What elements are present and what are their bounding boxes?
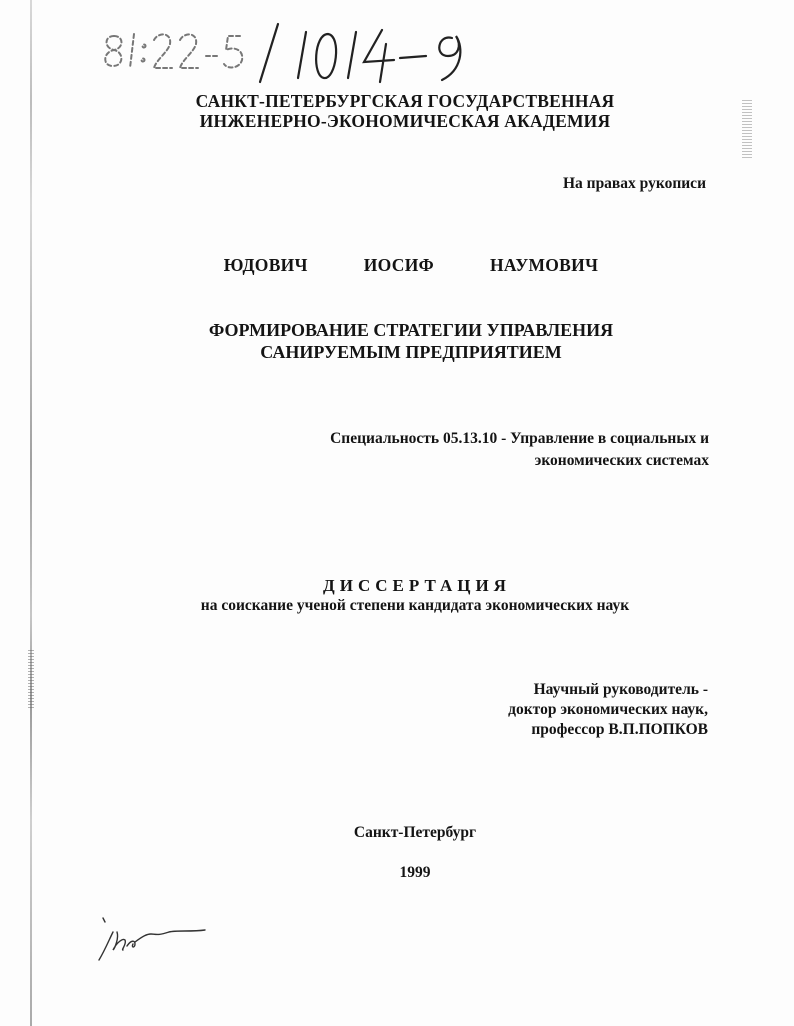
city: Санкт-Петербург bbox=[353, 824, 477, 841]
degree-line: на соискание ученой степени кандидата экономических наук bbox=[200, 597, 630, 614]
specialty-line-1: Специальность 05.13.10 - Управление в социальных и bbox=[330, 430, 709, 447]
institution-line-1: САНКТ-ПЕТЕРБУРГСКАЯ ГОСУДАРСТВЕННАЯ bbox=[195, 91, 615, 111]
rights-note: На правах рукописи bbox=[562, 175, 706, 192]
year: 1999 bbox=[399, 864, 431, 881]
supervisor-line-3: профессор В.П.ПОПКОВ bbox=[531, 721, 708, 738]
dissertation-title-line-2: САНИРУЕМЫМ ПРЕДПРИЯТИЕМ bbox=[260, 342, 562, 362]
handwritten-signature bbox=[95, 910, 215, 970]
specialty-line-2: экономических системах bbox=[534, 452, 709, 469]
scan-noise-artifact-left bbox=[28, 650, 34, 710]
dissertation-title-line-1: ФОРМИРОВАНИЕ СТРАТЕГИИ УПРАВЛЕНИЯ bbox=[208, 320, 614, 340]
supervisor-line-2: доктор экономических наук, bbox=[508, 701, 708, 718]
handwritten-archive-number bbox=[100, 18, 490, 88]
document-type: ДИССЕРТАЦИЯ bbox=[323, 576, 511, 595]
institution-line-2: ИНЖЕНЕРНО-ЭКОНОМИЧЕСКАЯ АКАДЕМИЯ bbox=[199, 111, 611, 131]
supervisor-line-1: Научный руководитель - bbox=[533, 681, 708, 698]
author-name: ЮДОВИЧ ИОСИФ НАУМОВИЧ bbox=[223, 255, 599, 275]
